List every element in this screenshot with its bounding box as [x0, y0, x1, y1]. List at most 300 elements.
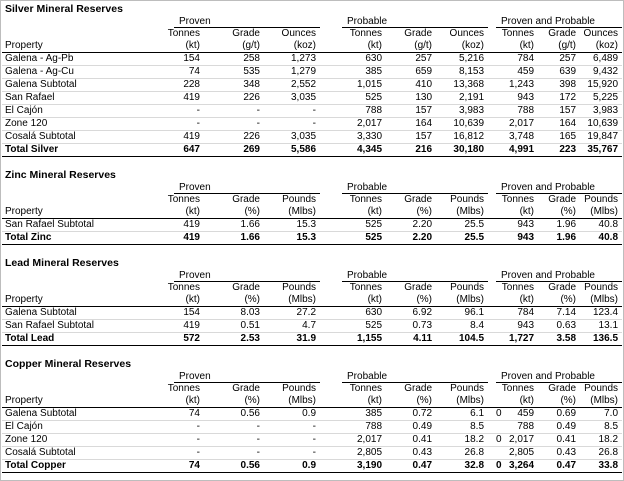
- value-cell: 33.8: [580, 460, 622, 473]
- column-unit-header: (%): [204, 206, 264, 219]
- column-header: Grade: [404, 282, 433, 293]
- value-cell: 1.96: [538, 219, 580, 232]
- value-cell: 0.41: [386, 434, 436, 447]
- column-unit-header: (%): [204, 395, 264, 408]
- value-cell: 2.20: [386, 219, 436, 232]
- table-row: [2, 131, 622, 144]
- property-cell: Total Copper: [2, 460, 160, 473]
- column-header: Tonnes: [349, 383, 383, 394]
- column-header: Grade: [232, 282, 260, 293]
- value-cell: 943: [488, 232, 538, 245]
- value-cell: 4,345: [320, 144, 386, 157]
- column-group-label: Proven and Probable: [496, 182, 622, 194]
- empty-header-cell: [2, 16, 160, 28]
- value-cell: 4.11: [386, 333, 436, 346]
- table-row: [2, 118, 622, 131]
- value-cell: 2,017: [320, 434, 386, 447]
- column-header: Ounces: [281, 28, 317, 39]
- column-header: Grade: [548, 282, 577, 293]
- column-header: Grade: [404, 383, 433, 394]
- value-cell: 25.5: [436, 219, 488, 232]
- value-cell: 257: [538, 53, 580, 66]
- value-cell: 943: [488, 320, 538, 333]
- value-cell: 788: [320, 421, 386, 434]
- column-header: Tonnes: [501, 383, 535, 394]
- value-cell: 0.63: [538, 320, 580, 333]
- value-cell: 13.1: [580, 320, 622, 333]
- column-unit-header: (%): [386, 294, 436, 307]
- column-group-row: [2, 16, 622, 28]
- section-lead-mineral-reserves: [2, 257, 622, 346]
- section-title: Lead Mineral Reserves: [5, 257, 119, 269]
- value-cell: 1,273: [264, 53, 320, 66]
- column-unit-header: (Mlbs): [264, 206, 320, 219]
- column-unit-header: (koz): [580, 40, 622, 53]
- group-header-cell: [160, 270, 320, 282]
- value-cell: 157: [538, 105, 580, 118]
- value-cell: 74: [160, 460, 204, 473]
- value-cell: 18.2: [580, 434, 622, 447]
- value-cell: 1,015: [320, 79, 386, 92]
- column-group-label: Probable: [342, 270, 488, 282]
- column-unit-header: (koz): [264, 40, 320, 53]
- value-cell: 1.66: [204, 232, 264, 245]
- property-cell: San Rafael: [2, 92, 160, 105]
- value-cell: 6,489: [580, 53, 622, 66]
- value-cell: 3,035: [264, 131, 320, 144]
- column-unit-header: (kt): [160, 395, 204, 408]
- value-cell: 6.92: [386, 307, 436, 320]
- total-row: [2, 144, 622, 157]
- value-cell: -: [160, 434, 204, 447]
- value-cell: 0.41: [538, 434, 580, 447]
- value-cell: 40.8: [580, 232, 622, 245]
- column-unit-header: (kt): [160, 294, 204, 307]
- extra-zero-value: 0: [496, 434, 502, 445]
- value-cell: 0.73: [386, 320, 436, 333]
- value-cell: 2.53: [204, 333, 264, 346]
- value-cell: 157: [386, 105, 436, 118]
- column-unit-header: (Mlbs): [264, 395, 320, 408]
- value-cell: 5,225: [580, 92, 622, 105]
- column-header: Tonnes: [501, 194, 535, 205]
- column-group-row: [2, 371, 622, 383]
- property-cell: Galena Subtotal: [2, 408, 160, 421]
- value-cell: 25.5: [436, 232, 488, 245]
- value-cell: 154: [160, 53, 204, 66]
- value-cell: 0.69: [538, 408, 580, 421]
- value-cell: 4,991: [488, 144, 538, 157]
- value-cell: 0.56: [204, 460, 264, 473]
- value-cell: 525: [320, 92, 386, 105]
- empty-header-cell: [2, 282, 160, 294]
- value-cell: 2,017: [488, 118, 538, 131]
- silver-reserves-table: [2, 16, 622, 157]
- property-cell: Zone 120: [2, 118, 160, 131]
- empty-header-cell: [2, 194, 160, 206]
- column-unit-header: (Mlbs): [264, 294, 320, 307]
- value-cell: 27.2: [264, 307, 320, 320]
- empty-header-cell: [2, 270, 160, 282]
- value-cell: -: [160, 421, 204, 434]
- column-group-label: Proven and Probable: [496, 270, 622, 282]
- value-cell: 659: [386, 66, 436, 79]
- value-cell: 1,279: [264, 66, 320, 79]
- table-row: [2, 92, 622, 105]
- value-cell: 130: [386, 92, 436, 105]
- section-title: Zinc Mineral Reserves: [5, 169, 116, 181]
- value-cell: 226: [204, 92, 264, 105]
- property-cell: San Rafael Subtotal: [2, 320, 160, 333]
- value-cell: 398: [538, 79, 580, 92]
- column-header: Pounds: [282, 383, 317, 394]
- value-cell: 788: [320, 105, 386, 118]
- value-cell: 419: [160, 131, 204, 144]
- value-cell: 385: [320, 408, 386, 421]
- table-row: [2, 320, 622, 333]
- value-cell: 1.96: [538, 232, 580, 245]
- value-cell: 525: [320, 320, 386, 333]
- table-row: [2, 447, 622, 460]
- column-unit-header: (kt): [488, 395, 538, 408]
- value-cell: 4.7: [264, 320, 320, 333]
- value-cell: 784: [488, 307, 538, 320]
- column-unit-header: (kt): [488, 206, 538, 219]
- value-cell: -: [160, 447, 204, 460]
- reserves-report: [2, 3, 622, 473]
- property-cell: Total Silver: [2, 144, 160, 157]
- property-cell: Total Zinc: [2, 232, 160, 245]
- column-header: Pounds: [450, 383, 485, 394]
- value-cell: 223: [538, 144, 580, 157]
- table-row: [2, 434, 622, 447]
- zinc-reserves-table: [2, 182, 622, 245]
- value-cell: 3.58: [538, 333, 580, 346]
- value-cell: 419: [160, 320, 204, 333]
- value-cell: 1,727: [488, 333, 538, 346]
- column-header: Pounds: [450, 282, 485, 293]
- value-cell: 3,983: [580, 105, 622, 118]
- column-unit-header: (Mlbs): [436, 206, 488, 219]
- value-cell: -: [264, 118, 320, 131]
- empty-header-cell: [2, 383, 160, 395]
- group-header-cell: [488, 270, 622, 282]
- value-cell: -: [204, 421, 264, 434]
- value-cell: 1.66: [204, 219, 264, 232]
- value-cell: 15.3: [264, 232, 320, 245]
- empty-header-cell: [2, 182, 160, 194]
- section-title: Silver Mineral Reserves: [5, 3, 123, 15]
- property-cell: El Cajón: [2, 421, 160, 434]
- value-cell: 8.03: [204, 307, 264, 320]
- value-cell: 2,017: [320, 118, 386, 131]
- column-unit-header: (%): [538, 395, 580, 408]
- column-header: Tonnes: [167, 194, 200, 205]
- table-row: [2, 307, 622, 320]
- value-cell: -: [204, 447, 264, 460]
- value-cell: 165: [538, 131, 580, 144]
- value-cell: 2,805: [488, 447, 538, 460]
- value-cell: 123.4: [580, 307, 622, 320]
- column-header-row: [2, 28, 622, 40]
- unit-header-row: [2, 294, 622, 307]
- value-cell: 257: [386, 53, 436, 66]
- lead-reserves-table: [2, 270, 622, 346]
- value-cell: 15.3: [264, 219, 320, 232]
- value-cell: 0.43: [386, 447, 436, 460]
- value-cell: 788: [488, 105, 538, 118]
- value-cell: 2,552: [264, 79, 320, 92]
- total-row: [2, 232, 622, 245]
- value-cell: -: [160, 105, 204, 118]
- value-cell: 647: [160, 144, 204, 157]
- column-header: Grade: [404, 194, 433, 205]
- column-header: Tonnes: [501, 28, 535, 39]
- column-header: Pounds: [584, 383, 619, 394]
- value-cell: 40.8: [580, 219, 622, 232]
- value-cell: 10,639: [580, 118, 622, 131]
- table-row: [2, 105, 622, 118]
- property-cell: Galena - Ag-Pb: [2, 53, 160, 66]
- column-group-label: Proven and Probable: [496, 16, 622, 28]
- value-cell: 525: [320, 219, 386, 232]
- value-cell: 32.8: [436, 460, 488, 473]
- value-cell: 0.56: [204, 408, 264, 421]
- table-row: [2, 66, 622, 79]
- value-cell: 0.51: [204, 320, 264, 333]
- column-unit-header: (kt): [160, 40, 204, 53]
- value-cell: -: [264, 105, 320, 118]
- column-group-label: Probable: [342, 16, 488, 28]
- value-cell: 419: [160, 232, 204, 245]
- column-unit-header: (kt): [320, 40, 386, 53]
- group-header-cell: [160, 182, 320, 194]
- column-unit-header: (Mlbs): [436, 395, 488, 408]
- value-cell: 164: [538, 118, 580, 131]
- value-cell: 943: [488, 219, 538, 232]
- value-cell: 74: [160, 66, 204, 79]
- column-group-label: Proven: [174, 16, 320, 28]
- value-cell: 3,983: [436, 105, 488, 118]
- value-cell: -: [264, 434, 320, 447]
- value-cell: 0.43: [538, 447, 580, 460]
- value-cell: -: [264, 447, 320, 460]
- value-cell: 2,191: [436, 92, 488, 105]
- value-cell: 535: [204, 66, 264, 79]
- column-group-label: Proven: [174, 182, 320, 194]
- value-cell: 258: [204, 53, 264, 66]
- column-header: Tonnes: [167, 28, 200, 39]
- column-unit-header: (Mlbs): [436, 294, 488, 307]
- value-cell: 172: [538, 92, 580, 105]
- column-unit-header: (%): [538, 294, 580, 307]
- value-cell: 269: [204, 144, 264, 157]
- value-cell: 18.2: [436, 434, 488, 447]
- value-cell: 19,847: [580, 131, 622, 144]
- column-header: Grade: [548, 28, 577, 39]
- property-cell: El Cajón: [2, 105, 160, 118]
- property-cell: Galena - Ag-Cu: [2, 66, 160, 79]
- value-cell: 3,330: [320, 131, 386, 144]
- column-unit-header: (g/t): [386, 40, 436, 53]
- value-cell: 572: [160, 333, 204, 346]
- value-cell: 30,180: [436, 144, 488, 157]
- value-cell: 2,805: [320, 447, 386, 460]
- column-header: Grade: [232, 194, 260, 205]
- property-cell: Cosalá Subtotal: [2, 131, 160, 144]
- column-header: Grade: [548, 194, 577, 205]
- value-cell: 7.0: [580, 408, 622, 421]
- column-header: Ounces: [449, 28, 485, 39]
- column-header: Tonnes: [349, 282, 383, 293]
- value-cell: 1,243: [488, 79, 538, 92]
- value-cell: 216: [386, 144, 436, 157]
- value-cell: 26.8: [436, 447, 488, 460]
- value-cell: 525: [320, 232, 386, 245]
- value-cell: 13,368: [436, 79, 488, 92]
- group-header-cell: [488, 182, 622, 194]
- value-cell: 3,190: [320, 460, 386, 473]
- column-header: Tonnes: [167, 383, 200, 394]
- value-cell: 0.49: [386, 421, 436, 434]
- total-row: [2, 460, 622, 473]
- extra-zero-value: 0: [496, 408, 502, 419]
- value-cell: 6.1: [436, 408, 488, 421]
- copper-reserves-table: [2, 371, 622, 473]
- value-cell: 35,767: [580, 144, 622, 157]
- value-cell: 8.4: [436, 320, 488, 333]
- value-cell: 630: [320, 307, 386, 320]
- column-group-row: [2, 182, 622, 194]
- value-cell: 639: [538, 66, 580, 79]
- group-header-cell: [160, 371, 320, 383]
- value-cell: 0 3,264: [488, 460, 538, 473]
- property-cell: Total Lead: [2, 333, 160, 346]
- property-column-header: Property: [2, 206, 160, 219]
- value-cell: 419: [160, 219, 204, 232]
- table-row: [2, 53, 622, 66]
- value-cell: 419: [160, 92, 204, 105]
- column-header: Tonnes: [349, 28, 383, 39]
- column-unit-header: (kt): [488, 294, 538, 307]
- group-header-cell: [320, 270, 488, 282]
- value-cell: 459: [488, 66, 538, 79]
- section-zinc-mineral-reserves: [2, 169, 622, 245]
- value-cell: 0 459: [488, 408, 538, 421]
- column-header: Pounds: [282, 282, 317, 293]
- table-row: [2, 219, 622, 232]
- value-cell: -: [204, 105, 264, 118]
- group-header-cell: [488, 16, 622, 28]
- value-cell: 8,153: [436, 66, 488, 79]
- column-unit-header: (koz): [436, 40, 488, 53]
- value-cell: 164: [386, 118, 436, 131]
- value-cell: 9,432: [580, 66, 622, 79]
- value-cell: 0.72: [386, 408, 436, 421]
- value-cell: 8.5: [436, 421, 488, 434]
- value-cell: 385: [320, 66, 386, 79]
- group-header-cell: [320, 182, 488, 194]
- column-unit-header: (Mlbs): [580, 294, 622, 307]
- group-header-cell: [320, 371, 488, 383]
- column-header: Tonnes: [167, 282, 200, 293]
- value-cell: 8.5: [580, 421, 622, 434]
- column-group-label: Probable: [342, 182, 488, 194]
- value-cell: 0.47: [386, 460, 436, 473]
- group-header-cell: [160, 16, 320, 28]
- value-cell: 348: [204, 79, 264, 92]
- group-header-cell: [320, 16, 488, 28]
- group-header-cell: [488, 371, 622, 383]
- value-cell: 784: [488, 53, 538, 66]
- column-header: Pounds: [584, 194, 619, 205]
- value-cell: 31.9: [264, 333, 320, 346]
- value-cell: 228: [160, 79, 204, 92]
- total-row: [2, 333, 622, 346]
- value-cell: 10,639: [436, 118, 488, 131]
- column-group-label: Proven: [174, 270, 320, 282]
- value-cell: 136.5: [580, 333, 622, 346]
- value-cell: -: [160, 118, 204, 131]
- table-row: [2, 79, 622, 92]
- section-silver-mineral-reserves: [2, 3, 622, 157]
- value-cell: 157: [386, 131, 436, 144]
- table-row: [2, 421, 622, 434]
- column-unit-header: (%): [386, 395, 436, 408]
- value-cell: 630: [320, 53, 386, 66]
- value-cell: 2.20: [386, 232, 436, 245]
- value-cell: 0 2,017: [488, 434, 538, 447]
- column-unit-header: (kt): [160, 206, 204, 219]
- column-unit-header: (kt): [320, 395, 386, 408]
- column-header: Grade: [232, 383, 260, 394]
- property-cell: Galena Subtotal: [2, 307, 160, 320]
- column-unit-header: (Mlbs): [580, 395, 622, 408]
- value-cell: -: [204, 118, 264, 131]
- column-unit-header: (%): [386, 206, 436, 219]
- column-unit-header: (%): [538, 206, 580, 219]
- column-header: Tonnes: [501, 282, 535, 293]
- value-cell: 3,035: [264, 92, 320, 105]
- section-title: Copper Mineral Reserves: [5, 358, 132, 370]
- column-header-row: [2, 282, 622, 294]
- column-unit-header: (%): [204, 294, 264, 307]
- value-cell: 410: [386, 79, 436, 92]
- column-group-label: Proven and Probable: [496, 371, 622, 383]
- extra-zero-value: 0: [496, 460, 502, 471]
- value-cell: 0.47: [538, 460, 580, 473]
- property-cell: Galena Subtotal: [2, 79, 160, 92]
- column-unit-header: (kt): [488, 40, 538, 53]
- column-header: Grade: [404, 28, 433, 39]
- value-cell: 943: [488, 92, 538, 105]
- column-unit-header: (kt): [320, 206, 386, 219]
- column-unit-header: (g/t): [538, 40, 580, 53]
- value-cell: 5,216: [436, 53, 488, 66]
- value-cell: 0.49: [538, 421, 580, 434]
- property-column-header: Property: [2, 294, 160, 307]
- column-header: Pounds: [282, 194, 317, 205]
- value-cell: -: [264, 421, 320, 434]
- empty-header-cell: [2, 371, 160, 383]
- table-row: [2, 408, 622, 421]
- unit-header-row: [2, 40, 622, 53]
- value-cell: 96.1: [436, 307, 488, 320]
- empty-header-cell: [2, 28, 160, 40]
- unit-header-row: [2, 395, 622, 408]
- column-header-row: [2, 383, 622, 395]
- value-cell: 154: [160, 307, 204, 320]
